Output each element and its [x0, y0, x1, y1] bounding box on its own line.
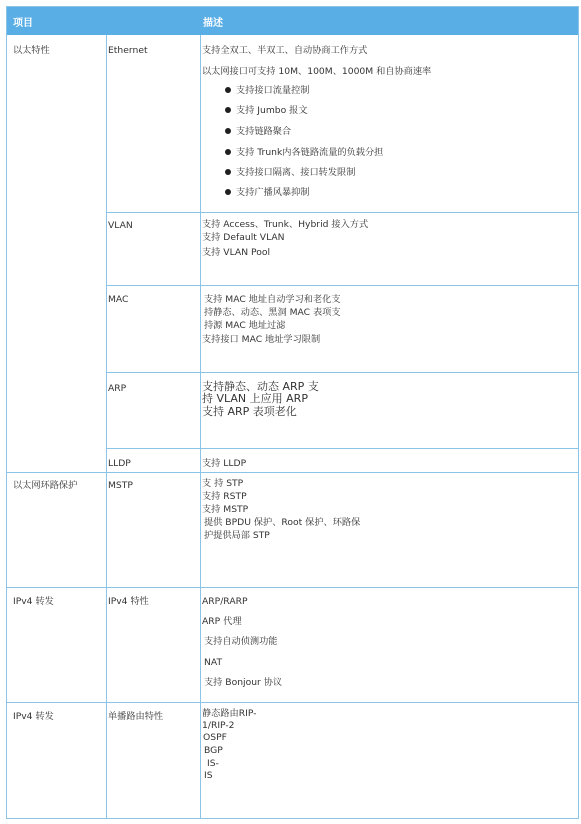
- description-line: 支持静态、动态 ARP 支: [202, 380, 319, 393]
- item-arp: ARP: [108, 383, 127, 394]
- description-line: 支持 Default VLAN: [202, 232, 285, 243]
- description-line: IS: [204, 770, 213, 781]
- col-divider-1: [106, 35, 107, 818]
- description-line: BGP: [204, 745, 223, 756]
- description-line: 支持接口 MAC 地址学习限制: [202, 334, 321, 345]
- description-line: 支 持 STP: [202, 478, 244, 489]
- description-line: 持 VLAN 上应用 ARP: [202, 392, 308, 405]
- description-line: 静态路由RIP-: [202, 708, 257, 719]
- item-lldp: LLDP: [108, 458, 131, 469]
- row-divider: [106, 285, 578, 286]
- category-ipv4: IPv4 转发: [13, 711, 54, 722]
- bullet-item: 支持接口流量控制: [236, 85, 310, 96]
- header-description: 描述: [203, 18, 223, 29]
- description-line: 支持 ARP 表项老化: [202, 405, 297, 418]
- item-mac: MAC: [108, 294, 129, 305]
- category-loop-protection: 以太网环路保护: [13, 480, 78, 491]
- row-divider: [106, 448, 578, 449]
- row-divider: [7, 587, 578, 588]
- description-line: ARP 代理: [202, 616, 242, 627]
- description-line: 支持全双工、半双工、自动协商工作方式: [202, 45, 368, 56]
- bullet-item: 支持广播风暴抑制: [236, 187, 310, 198]
- description-line: 支持 Access、Trunk、Hybrid 接入方式: [202, 219, 369, 230]
- bullet-item: 支持链路聚合: [236, 126, 292, 137]
- description-line: 持源 MAC 地址过滤: [204, 320, 286, 331]
- description-line: 提供 BPDU 保护、Root 保护、环路保: [204, 517, 361, 528]
- row-divider: [7, 702, 578, 703]
- col-divider-2: [200, 35, 201, 818]
- description-line: 支持 Bonjour 协议: [204, 677, 283, 688]
- description-line: 以太网接口可支持 10M、100M、1000M 和自协商速率: [202, 66, 432, 77]
- header-item: 项目: [13, 18, 33, 29]
- bullet-item: 支持 Trunk内各链路流量的负载分担: [236, 147, 384, 158]
- row-divider: [106, 212, 578, 213]
- description-line: 持静态、动态、黑洞 MAC 表项支: [204, 307, 341, 318]
- description-line: 1/RIP-2: [202, 720, 235, 731]
- bullet-item: 支持 Jumbo 报文: [236, 105, 308, 116]
- category-ipv4: IPv4 转发: [13, 596, 54, 607]
- description-line: 支持 VLAN Pool: [202, 247, 270, 258]
- item-vlan: VLAN: [108, 220, 133, 231]
- description-line: ARP/RARP: [202, 596, 248, 607]
- spec-table: [6, 6, 579, 819]
- category-ethernet: 以太特性: [13, 45, 50, 56]
- item-ethernet: Ethernet: [108, 45, 148, 56]
- description-line: IS-: [207, 758, 219, 769]
- item-unicast-routing: 单播路由特性: [108, 711, 164, 722]
- row-divider: [7, 472, 578, 473]
- item-mstp: MSTP: [108, 480, 133, 491]
- description-line: 支持 MAC 地址自动学习和老化支: [204, 294, 341, 305]
- description-line: 支持 RSTP: [202, 491, 247, 502]
- description-line: NAT: [204, 657, 223, 668]
- description-line: 支持 MSTP: [202, 504, 249, 515]
- description-line: 支持自动侦测功能: [204, 636, 278, 647]
- row-divider: [106, 372, 578, 373]
- table-header: [7, 7, 578, 35]
- item-ipv4-feature: IPv4 特性: [108, 596, 149, 607]
- bullet-item: 支持接口隔离、接口转发限制: [236, 167, 356, 178]
- description-line: 支持 LLDP: [202, 458, 247, 469]
- description-line: OSPF: [203, 732, 227, 743]
- description-line: 护提供局部 STP: [204, 530, 270, 541]
